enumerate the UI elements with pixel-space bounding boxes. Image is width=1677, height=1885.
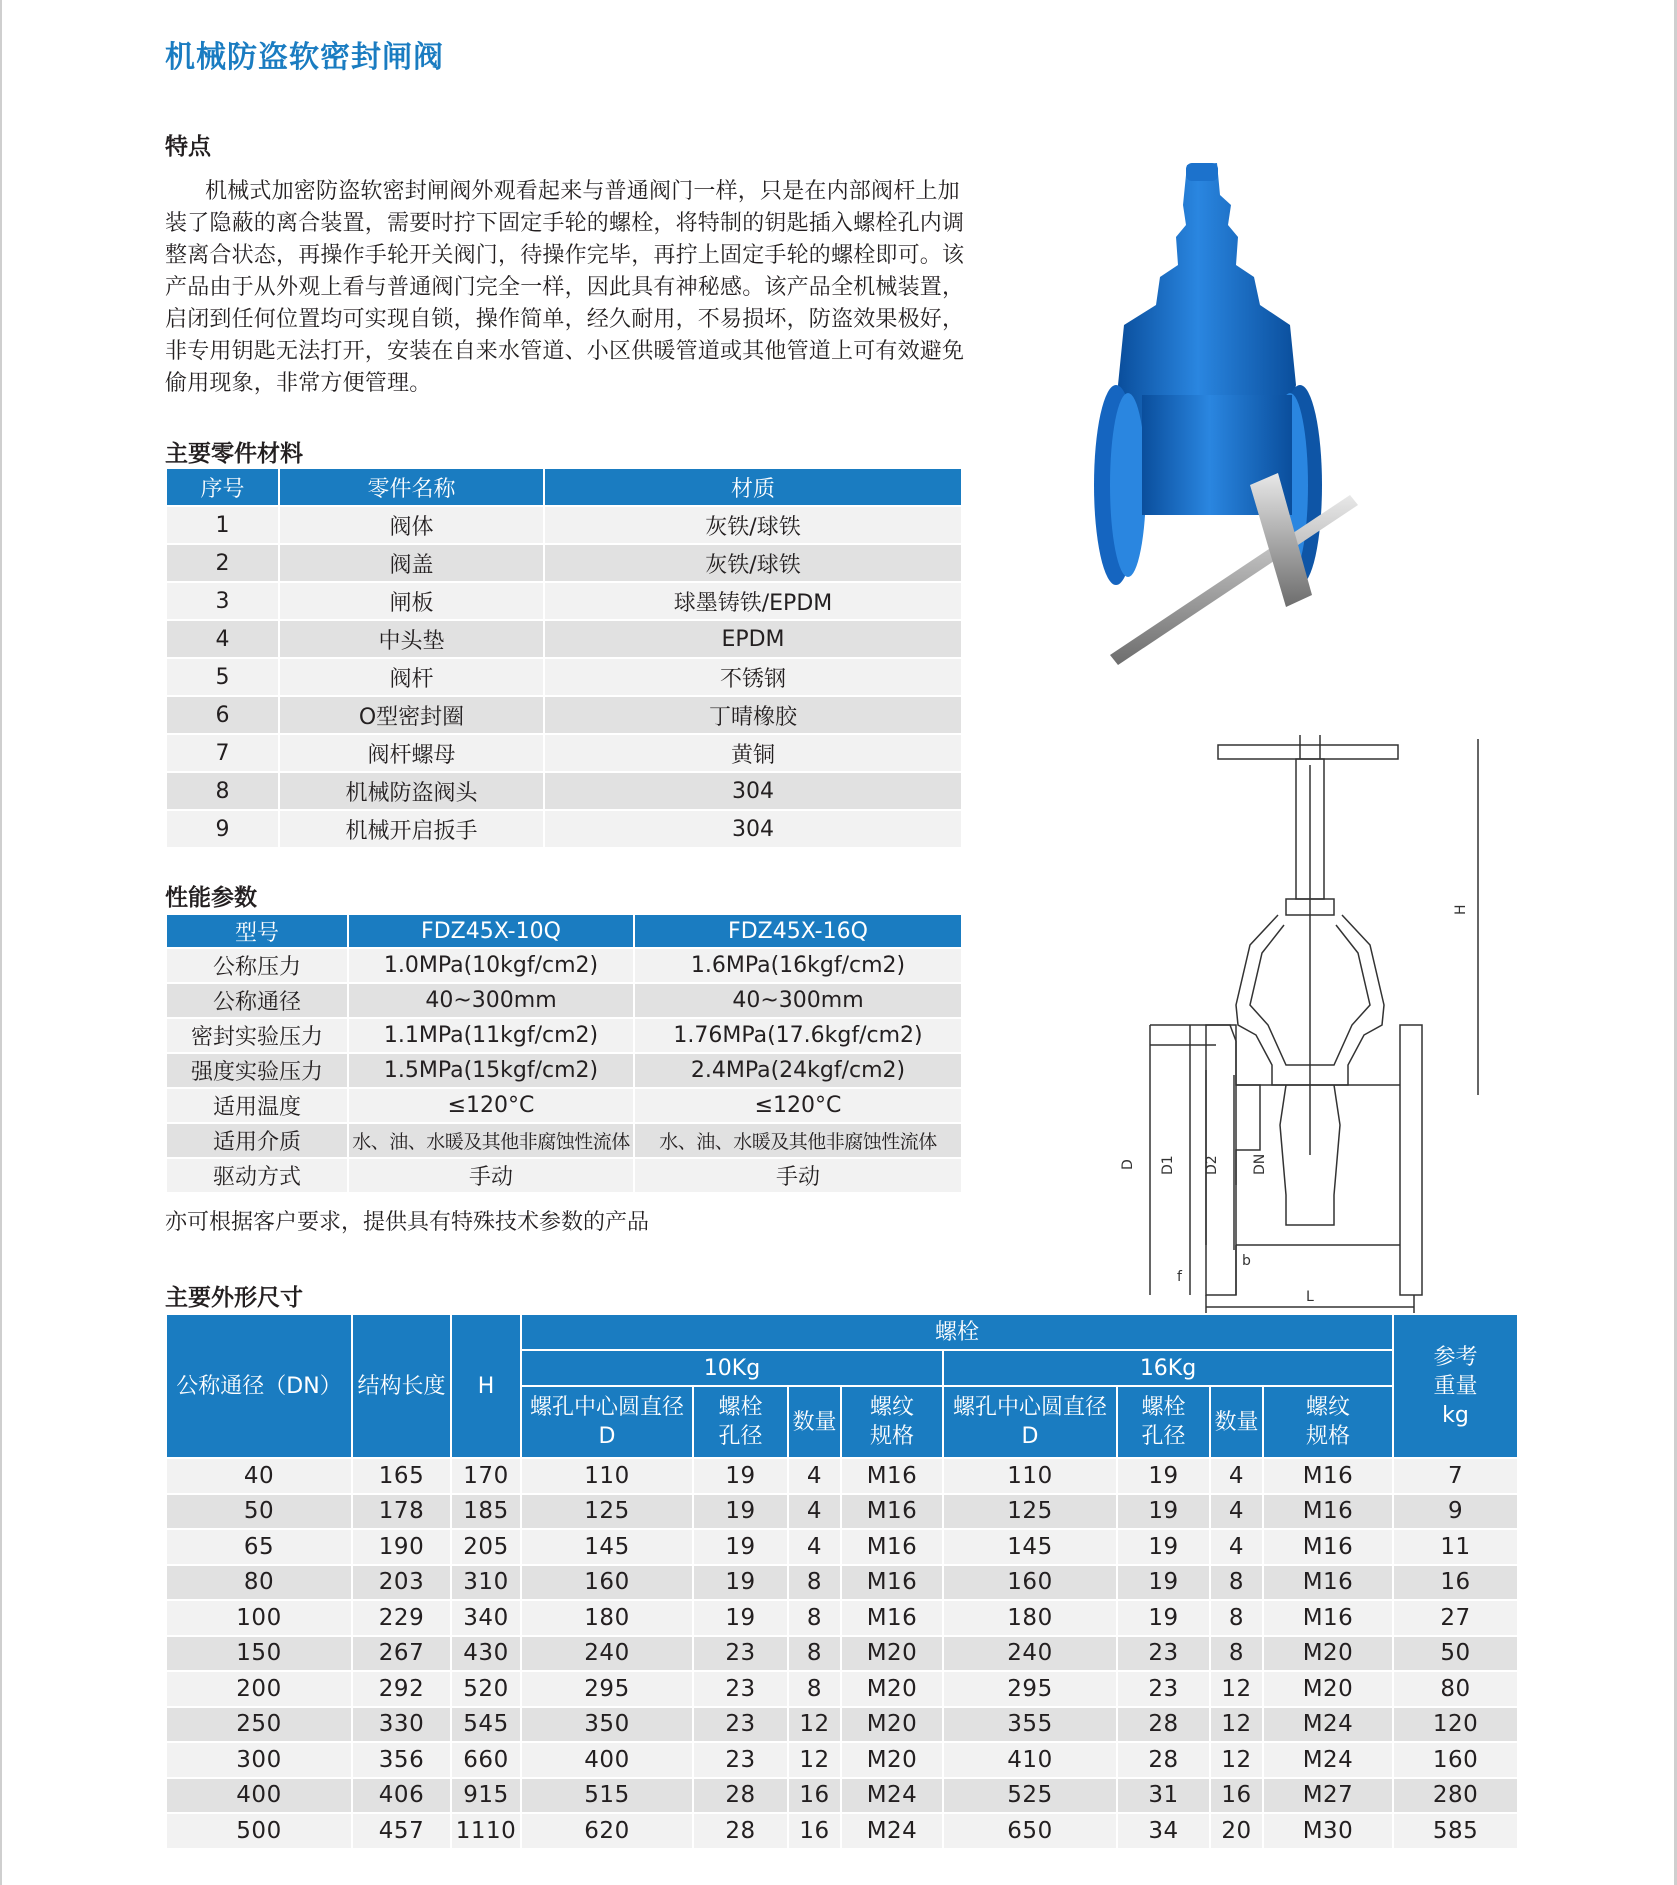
dimensions-cell: 500 [166, 1813, 352, 1849]
dimensions-cell: M16 [1263, 1458, 1393, 1494]
page-border-left [0, 0, 2, 1885]
dimensions-cell: 250 [166, 1707, 352, 1743]
dimensions-cell: 4 [788, 1529, 841, 1565]
dimensions-cell: 310 [451, 1565, 521, 1601]
dimensions-heading: 主要外形尺寸 [165, 1285, 303, 1311]
dimensions-row [166, 1813, 1518, 1849]
parts-cell: 闸板 [279, 582, 544, 620]
dimensions-cell: M16 [841, 1458, 943, 1494]
header-circle-sub: D [598, 1424, 616, 1449]
dimensions-cell: 8 [1210, 1600, 1263, 1636]
dimensions-cell: 4 [788, 1494, 841, 1530]
dimensions-cell: 240 [521, 1636, 693, 1672]
header-weight [1393, 1314, 1518, 1458]
parts-heading: 主要零件材料 [165, 441, 303, 467]
dimensions-cell: 915 [451, 1778, 521, 1814]
dimensions-cell: 27 [1393, 1600, 1518, 1636]
dimensions-cell: 8 [788, 1671, 841, 1707]
valve-product-photo [1100, 155, 1430, 675]
dimensions-cell: 203 [352, 1565, 451, 1601]
dimensions-cell: 8 [788, 1636, 841, 1672]
dimensions-cell: 145 [521, 1529, 693, 1565]
dimensions-cell: 340 [451, 1600, 521, 1636]
dimensions-cell: 16 [1393, 1565, 1518, 1601]
dimensions-cell: 19 [1117, 1529, 1210, 1565]
dimensions-cell: 406 [352, 1778, 451, 1814]
dimensions-cell: 34 [1117, 1813, 1210, 1849]
performance-cell: 适用温度 [166, 1088, 348, 1123]
dimensions-cell: M20 [1263, 1671, 1393, 1707]
performance-row [166, 1053, 962, 1088]
header-thread-10 [841, 1386, 943, 1458]
dimensions-cell: 660 [451, 1742, 521, 1778]
dimensions-cell: 400 [166, 1778, 352, 1814]
header-bolt-hole-16 [1117, 1386, 1210, 1458]
header-thread-label: 螺纹规格 [869, 1395, 914, 1449]
parts-cell: 304 [544, 810, 962, 848]
parts-cell: 304 [544, 772, 962, 810]
dimensions-cell: 19 [693, 1494, 788, 1530]
dimensions-cell: M27 [1263, 1778, 1393, 1814]
dimensions-cell: 229 [352, 1600, 451, 1636]
dimensions-cell: 12 [1210, 1742, 1263, 1778]
dimensions-cell: 8 [788, 1600, 841, 1636]
dimensions-cell: 400 [521, 1742, 693, 1778]
parts-cell: 3 [166, 582, 279, 620]
dimensions-cell: 240 [943, 1636, 1117, 1672]
performance-cell: 水、油、水暖及其他非腐蚀性流体 [348, 1123, 634, 1158]
header-group-16kg: 16Kg [943, 1350, 1393, 1386]
dimensions-cell: 9 [1393, 1494, 1518, 1530]
dimensions-cell: 356 [352, 1742, 451, 1778]
dimensions-cell: 295 [521, 1671, 693, 1707]
parts-row [166, 734, 962, 772]
dimensions-row [166, 1565, 1518, 1601]
dimensions-cell: 23 [1117, 1636, 1210, 1672]
performance-header-cell: 型号 [166, 914, 348, 948]
dimensions-cell: M16 [1263, 1565, 1393, 1601]
header-circle-label: 螺孔中心圆直径 [952, 1395, 1107, 1420]
dimensions-cell: 19 [1117, 1494, 1210, 1530]
header-qty-16: 数量 [1210, 1386, 1263, 1458]
parts-cell: 4 [166, 620, 279, 658]
dimensions-cell: 20 [1210, 1813, 1263, 1849]
dimensions-cell: 330 [352, 1707, 451, 1743]
dimensions-row [166, 1494, 1518, 1530]
dimensions-cell: 200 [166, 1671, 352, 1707]
drawing-label-d: D [1120, 1159, 1136, 1170]
dimensions-cell: 355 [943, 1707, 1117, 1743]
dimensions-row [166, 1707, 1518, 1743]
parts-cell: 7 [166, 734, 279, 772]
parts-cell: 机械开启扳手 [279, 810, 544, 848]
performance-cell: 公称通径 [166, 983, 348, 1018]
dimensions-row [166, 1458, 1518, 1494]
performance-cell: 水、油、水暖及其他非腐蚀性流体 [634, 1123, 962, 1158]
performance-row [166, 983, 962, 1018]
dimensions-cell: M20 [841, 1707, 943, 1743]
dimensions-cell: 525 [943, 1778, 1117, 1814]
dimensions-cell: 80 [166, 1565, 352, 1601]
dimensions-cell: 8 [1210, 1565, 1263, 1601]
dimensions-cell: 267 [352, 1636, 451, 1672]
header-weight-unit: kg [1442, 1402, 1469, 1428]
dimensions-cell: 8 [788, 1565, 841, 1601]
parts-cell: 不锈钢 [544, 658, 962, 696]
drawing-label-b: b [1242, 1253, 1251, 1269]
dimensions-cell: 23 [693, 1742, 788, 1778]
dimensions-cell: 190 [352, 1529, 451, 1565]
performance-cell: 1.5MPa(15kgf/cm2) [348, 1053, 634, 1088]
dimensions-cell: 150 [166, 1636, 352, 1672]
parts-cell: 阀杆 [279, 658, 544, 696]
header-circle-sub: D [1021, 1424, 1039, 1449]
header-bolt-hole-10 [693, 1386, 788, 1458]
parts-row [166, 506, 962, 544]
dimensions-cell: 160 [943, 1565, 1117, 1601]
performance-cell: 驱动方式 [166, 1158, 348, 1193]
dimensions-cell: 520 [451, 1671, 521, 1707]
parts-header-cell: 序号 [166, 468, 279, 506]
dimensions-row [166, 1671, 1518, 1707]
dimensions-cell: 585 [1393, 1813, 1518, 1849]
dimensions-cell: 19 [1117, 1565, 1210, 1601]
dimensions-cell: 12 [1210, 1671, 1263, 1707]
header-circle-16 [943, 1386, 1117, 1458]
header-weight-label: 参考重量 [1433, 1344, 1478, 1399]
header-length: 结构长度 [352, 1314, 451, 1458]
drawing-label-f: f [1177, 1269, 1182, 1285]
parts-header-row [166, 468, 962, 506]
dimensions-cell: 28 [693, 1813, 788, 1849]
performance-header-cell: FDZ45X-10Q [348, 914, 634, 948]
performance-cell: 1.1MPa(11kgf/cm2) [348, 1018, 634, 1053]
parts-cell: 9 [166, 810, 279, 848]
parts-cell: 5 [166, 658, 279, 696]
drawing-label-d1: D1 [1160, 1155, 1176, 1175]
performance-cell: 40~300mm [634, 983, 962, 1018]
parts-cell: 灰铁/球铁 [544, 506, 962, 544]
header-circle-10 [521, 1386, 693, 1458]
dimensions-cell: 430 [451, 1636, 521, 1672]
header-bolt: 螺栓 [521, 1314, 1393, 1350]
performance-cell: 1.6MPa(16kgf/cm2) [634, 948, 962, 983]
performance-table [165, 913, 963, 1194]
dimensions-cell: 620 [521, 1813, 693, 1849]
drawing-label-l: L [1306, 1289, 1314, 1305]
header-dn: 公称通径（DN） [166, 1314, 352, 1458]
parts-cell: 灰铁/球铁 [544, 544, 962, 582]
drawing-label-dn: DN [1252, 1153, 1268, 1175]
parts-cell: 阀体 [279, 506, 544, 544]
dimensions-row [166, 1529, 1518, 1565]
dimensions-cell: 110 [943, 1458, 1117, 1494]
dimensions-cell: 180 [943, 1600, 1117, 1636]
dimensions-cell: 28 [693, 1778, 788, 1814]
dimensions-cell: 205 [451, 1529, 521, 1565]
performance-cell: 密封实验压力 [166, 1018, 348, 1053]
dimensions-cell: 457 [352, 1813, 451, 1849]
dimensions-cell: 125 [943, 1494, 1117, 1530]
performance-row [166, 948, 962, 983]
dimensions-cell: M30 [1263, 1813, 1393, 1849]
header-bolt-hole-label: 螺栓孔径 [1141, 1395, 1186, 1449]
performance-row [166, 1088, 962, 1123]
parts-cell: 中头垫 [279, 620, 544, 658]
dimensions-cell: 28 [1117, 1707, 1210, 1743]
dimensions-cell: 180 [521, 1600, 693, 1636]
dimensions-cell: M16 [1263, 1494, 1393, 1530]
header-group-10kg: 10Kg [521, 1350, 943, 1386]
performance-cell: 适用介质 [166, 1123, 348, 1158]
dimensions-cell: M20 [1263, 1636, 1393, 1672]
dimensions-cell: 50 [1393, 1636, 1518, 1672]
parts-cell: 8 [166, 772, 279, 810]
performance-heading: 性能参数 [165, 885, 257, 911]
features-heading: 特点 [165, 134, 211, 160]
dimensions-cell: 19 [693, 1600, 788, 1636]
dimensions-cell: 292 [352, 1671, 451, 1707]
performance-header-cell: FDZ45X-16Q [634, 914, 962, 948]
parts-row [166, 658, 962, 696]
parts-row [166, 810, 962, 848]
dimensions-cell: M16 [841, 1529, 943, 1565]
dimensions-cell: 19 [1117, 1600, 1210, 1636]
parts-cell: 阀杆螺母 [279, 734, 544, 772]
parts-row [166, 582, 962, 620]
dimensions-cell: M24 [841, 1778, 943, 1814]
dimensions-row [166, 1636, 1518, 1672]
parts-row [166, 620, 962, 658]
performance-footnote: 亦可根据客户要求，提供具有特殊技术参数的产品 [165, 1210, 650, 1235]
dimensions-cell: 165 [352, 1458, 451, 1494]
performance-cell: 手动 [348, 1158, 634, 1193]
performance-cell: ≤120°C [634, 1088, 962, 1123]
performance-row [166, 1018, 962, 1053]
dimensions-cell: 23 [693, 1636, 788, 1672]
performance-cell: 2.4MPa(24kgf/cm2) [634, 1053, 962, 1088]
parts-header-cell: 零件名称 [279, 468, 544, 506]
dimensions-cell: 650 [943, 1813, 1117, 1849]
parts-cell: 阀盖 [279, 544, 544, 582]
dimensions-cell: 65 [166, 1529, 352, 1565]
dimensions-cell: M16 [1263, 1600, 1393, 1636]
dimensions-cell: 4 [788, 1458, 841, 1494]
performance-cell: ≤120°C [348, 1088, 634, 1123]
dimensions-cell: M16 [841, 1600, 943, 1636]
dimensions-header-row [166, 1314, 1518, 1350]
dimensions-cell: 120 [1393, 1707, 1518, 1743]
dimensions-cell: 50 [166, 1494, 352, 1530]
dimensions-cell: 12 [788, 1742, 841, 1778]
performance-row [166, 1123, 962, 1158]
performance-cell: 1.76MPa(17.6kgf/cm2) [634, 1018, 962, 1053]
dimensions-cell: M20 [841, 1636, 943, 1672]
performance-cell: 公称压力 [166, 948, 348, 983]
dimensions-cell: 19 [693, 1565, 788, 1601]
performance-cell: 1.0MPa(10kgf/cm2) [348, 948, 634, 983]
dimensions-cell: 23 [693, 1707, 788, 1743]
dimensions-cell: 23 [1117, 1671, 1210, 1707]
header-thread-16 [1263, 1386, 1393, 1458]
dimensions-cell: 4 [1210, 1458, 1263, 1494]
parts-cell: 丁晴橡胶 [544, 696, 962, 734]
dimensions-cell: M24 [841, 1813, 943, 1849]
page-title: 机械防盗软密封闸阀 [165, 40, 444, 75]
header-circle-label: 螺孔中心圆直径 [529, 1395, 684, 1420]
dimensions-cell: 185 [451, 1494, 521, 1530]
drawing-label-h: H [1453, 904, 1469, 915]
dimensions-cell: 16 [788, 1778, 841, 1814]
dimensions-cell: 350 [521, 1707, 693, 1743]
dimensions-cell: 280 [1393, 1778, 1518, 1814]
performance-cell: 40~300mm [348, 983, 634, 1018]
parts-cell: O型密封圈 [279, 696, 544, 734]
dimensions-cell: 295 [943, 1671, 1117, 1707]
dimensions-cell: 100 [166, 1600, 352, 1636]
dimensions-cell: 145 [943, 1529, 1117, 1565]
drawing-label-d2: D2 [1204, 1155, 1220, 1175]
dimensions-cell: 80 [1393, 1671, 1518, 1707]
parts-cell: 球墨铸铁/EPDM [544, 582, 962, 620]
dimensions-cell: 16 [1210, 1778, 1263, 1814]
dimensions-table [165, 1313, 1519, 1850]
header-qty-10: 数量 [788, 1386, 841, 1458]
dimensions-cell: 19 [693, 1529, 788, 1565]
header-thread-label: 螺纹规格 [1305, 1395, 1350, 1449]
dimensions-cell: 19 [693, 1458, 788, 1494]
dimensions-cell: M20 [841, 1742, 943, 1778]
dimensions-cell: 178 [352, 1494, 451, 1530]
features-description: 机械式加密防盗软密封闸阀外观看起来与普通阀门一样，只是在内部阀杆上加装了隐蔽的离合装置，需要时拧下固定手轮的螺栓，将特制的钥匙插入螺栓孔内调整离合状态，再操作手轮开关阀门，待操作完毕，再拧上固定手轮的螺栓即可。该产品由于从外观上看与普通阀门完全一样，因此具有神秘感。该产品全机械装置，启闭到任何位置均可实现自锁，操作简单，经久耐用，不易损坏，防盗效果极好，非专用钥匙无法打开，安装在自来水管道、小区供暖管道或其他管道上可有效避免偷用现象，非常方便管理。 [165, 179, 965, 396]
dimensions-cell: 23 [693, 1671, 788, 1707]
performance-cell: 强度实验压力 [166, 1053, 348, 1088]
dimensions-cell: 40 [166, 1458, 352, 1494]
dimensions-row [166, 1600, 1518, 1636]
performance-cell: 手动 [634, 1158, 962, 1193]
dimensions-cell: M16 [841, 1565, 943, 1601]
performance-row [166, 1158, 962, 1193]
dimensions-cell: M16 [1263, 1529, 1393, 1565]
parts-row [166, 772, 962, 810]
parts-row [166, 544, 962, 582]
dimensions-cell: 515 [521, 1778, 693, 1814]
dimensions-cell: 19 [1117, 1458, 1210, 1494]
parts-cell: 2 [166, 544, 279, 582]
dimensions-cell: 110 [521, 1458, 693, 1494]
dimensions-cell: 410 [943, 1742, 1117, 1778]
performance-header-row [166, 914, 962, 948]
dimensions-cell: 160 [521, 1565, 693, 1601]
parts-cell: 1 [166, 506, 279, 544]
parts-cell: 6 [166, 696, 279, 734]
dimensions-row [166, 1778, 1518, 1814]
valve-technical-drawing [1010, 725, 1490, 1305]
dimensions-cell: M24 [1263, 1707, 1393, 1743]
dimensions-cell: 4 [1210, 1494, 1263, 1530]
dimensions-cell: 12 [1210, 1707, 1263, 1743]
parts-table [165, 467, 963, 849]
parts-cell: EPDM [544, 620, 962, 658]
parts-cell: 机械防盗阀头 [279, 772, 544, 810]
parts-header-cell: 材质 [544, 468, 962, 506]
dimensions-cell: 16 [788, 1813, 841, 1849]
dimensions-cell: 8 [1210, 1636, 1263, 1672]
dimensions-cell: M16 [841, 1494, 943, 1530]
dimensions-cell: M24 [1263, 1742, 1393, 1778]
dimensions-cell: 125 [521, 1494, 693, 1530]
dimensions-cell: 160 [1393, 1742, 1518, 1778]
header-bolt-hole-label: 螺栓孔径 [718, 1395, 763, 1449]
dimensions-cell: M20 [841, 1671, 943, 1707]
dimensions-cell: 1110 [451, 1813, 521, 1849]
dimensions-cell: 31 [1117, 1778, 1210, 1814]
dimensions-cell: 12 [788, 1707, 841, 1743]
dimensions-cell: 300 [166, 1742, 352, 1778]
dimensions-cell: 545 [451, 1707, 521, 1743]
parts-cell: 黄铜 [544, 734, 962, 772]
dimensions-row [166, 1742, 1518, 1778]
parts-row [166, 696, 962, 734]
header-h: H [451, 1314, 521, 1458]
dimensions-cell: 28 [1117, 1742, 1210, 1778]
dimensions-cell: 4 [1210, 1529, 1263, 1565]
dimensions-cell: 11 [1393, 1529, 1518, 1565]
dimensions-cell: 170 [451, 1458, 521, 1494]
dimensions-cell: 7 [1393, 1458, 1518, 1494]
